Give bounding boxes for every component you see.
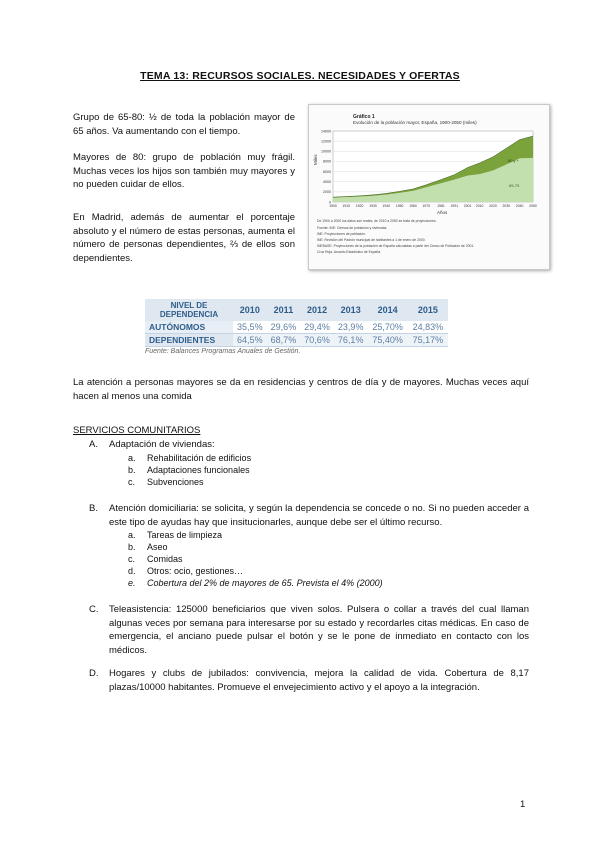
row-label: DEPENDIENTES	[145, 334, 233, 347]
row-label: AUTÓNOMOS	[145, 321, 233, 334]
table-cell: 29,6%	[267, 321, 301, 334]
table-cell: 25,70%	[368, 321, 408, 334]
table-cell: 29,4%	[300, 321, 334, 334]
table-header-year: 2011	[267, 299, 301, 321]
table-cell: 35,5%	[233, 321, 267, 334]
chart-note-4: INE: Revisión del Padrón municipal de habitantes a 1 de enero de 2000.	[317, 238, 426, 242]
dependency-table	[145, 299, 448, 347]
table-row-autonomos	[145, 321, 448, 334]
chart-y-tick-label: 0	[329, 200, 331, 205]
table-cell: 68,7%	[267, 334, 301, 347]
list-item-a	[73, 438, 529, 452]
dependency-table-box	[145, 299, 448, 355]
chart-x-tick-label: 2010	[475, 204, 484, 208]
chart-x-tick-label: 1970	[422, 204, 431, 208]
chart-y-tick-label: 14000	[321, 129, 331, 134]
chart-x-tick-label: 1991	[450, 204, 459, 208]
sub-item: c. Subvenciones	[128, 477, 204, 487]
chart-y-tick-label: 12000	[321, 139, 331, 144]
table-source: Fuente: Balances Programas Anuales de Gestión.	[145, 348, 301, 355]
chart-x-tick-label: 1900	[329, 204, 337, 208]
chart-x-tick-label: 2001	[463, 204, 472, 208]
sub-item: a. Tareas de limpieza	[128, 530, 223, 540]
table-header-year: 2013	[334, 299, 368, 321]
chart-y-tick-label: 4000	[323, 180, 331, 185]
table-cell: 23,9%	[334, 321, 368, 334]
list-item-b	[73, 502, 529, 529]
chart-x-tick-label: 1960	[409, 204, 417, 208]
chart-y-tick-label: 10000	[321, 149, 331, 154]
population-chart-figure	[308, 104, 550, 270]
chart-x-tick-label: 1940	[382, 204, 391, 208]
sub-item: c. Comidas	[128, 554, 183, 564]
chart-x-tick-label: 1950	[395, 204, 404, 208]
table-row-dependientes	[145, 334, 448, 347]
attention-paragraph: La atención a personas mayores se da en residencias y centros de día y de mayores. Muchas veces aquí hacen al menos una comida	[73, 377, 529, 402]
table-header-year: 2015	[408, 299, 448, 321]
table-header-nivel: NIVEL DE DEPENDENCIA	[145, 299, 233, 321]
list-marker: C.	[89, 604, 99, 615]
chart-x-tick-label: 2030	[502, 204, 511, 208]
list-item-text: Hogares y clubs de jubilados: convivencia, mejora la calidad de vida. Cobertura de 8,17 plazas/10000 habitantes. Promueve el envejecimiento activo y el apoyo a la integración.	[109, 668, 529, 693]
chart-x-tick-label: 1920	[355, 204, 364, 208]
table-header-year: 2010	[233, 299, 267, 321]
sub-item: e. Cobertura del 2% de mayores de 65. Prevista el 4% (2000)	[128, 578, 383, 588]
label-80-plus: 80 y +	[508, 158, 520, 163]
intro-paragraph-65-80: Grupo de 65-80: ½ de toda la población mayor de 65 años. Va aumentando con el tiempo.	[73, 112, 295, 137]
list-marker: B.	[89, 503, 98, 514]
chart-note-2: Fuente: INE: Censos de población y viviendas.	[317, 226, 388, 230]
chart-x-tick-label: 1910	[342, 204, 351, 208]
list-item-text: Teleasistencia: 125000 beneficiarios que viven solos. Pulsera o collar a través del cual llaman algunas veces por semana para interesarse por su estado y recordarles citas médicas. En caso de emergencia, el anciano puede pulsar el botón y se le pone de inmediato en contacto con los médicos.	[109, 604, 529, 656]
chart-heading: Gráfico 1	[353, 114, 375, 120]
chart-note-3: INE: Proyecciones de población.	[317, 232, 367, 236]
chart-subtitle: Evolución de la población mayor, España, 1900-2050 (miles)	[353, 120, 477, 125]
sub-item: d. Otros: ocio, gestiones…	[128, 566, 244, 576]
table-cell: 70,6%	[300, 334, 334, 347]
list-item-text: Atención domiciliaria: se solicita, y según la dependencia se concede o no. Si no pueden acceder a este tipo de ayudas hay que insitucionarles, aunque debe ser el último recurso.	[109, 503, 529, 528]
page-number: 1	[520, 799, 526, 810]
table-cell: 76,1%	[334, 334, 368, 347]
label-65-79: 65-79	[509, 183, 520, 188]
table-header-year: 2012	[300, 299, 334, 321]
chart-x-tick-label: 1930	[369, 204, 377, 208]
chart-x-tick-label: 2050	[529, 204, 537, 208]
table-cell: 24,83%	[408, 321, 448, 334]
list-item-c	[73, 603, 529, 657]
chart-x-tick-label: 2020	[489, 204, 497, 208]
population-chart	[309, 105, 549, 269]
document-title: TEMA 13: RECURSOS SOCIALES. NECESIDADES Y OFERTAS	[140, 70, 460, 82]
chart-note-6: Cruz Roja. Anuario Estadístico de España.	[317, 250, 382, 254]
section-title-servicios: SERVICIOS COMUNITARIOS	[73, 425, 201, 436]
sub-item: a. Rehabilitación de edificios	[128, 453, 252, 463]
table-cell: 75,40%	[368, 334, 408, 347]
intro-paragraph-madrid: En Madrid, además de aumentar el porcentaje absoluto y el número de estas personas, aumenta el número de personas dependientes, ⅔ de ellos son dependientes.	[73, 212, 295, 264]
list-marker: A.	[89, 439, 98, 450]
list-item-text: Adaptación de viviendas:	[109, 439, 215, 450]
chart-x-tick-label: 1981	[437, 204, 445, 208]
intro-paragraph-80-plus: Mayores de 80: grupo de población muy frágil. Muchas veces los hijos son también muy mayores y no pueden cuidar de ellos.	[73, 152, 295, 190]
chart-note-1: De 1900 a 2000 los datos son reales; de 2010 a 2050 se trata de proyecciones.	[317, 219, 437, 223]
chart-note-5: INEBASE: Proyecciones de la población de España calculadas a partir del Censo de Población de 2001.	[317, 244, 475, 248]
sub-item: b. Aseo	[128, 542, 168, 552]
table-cell: 75,17%	[408, 334, 448, 347]
list-marker: D.	[89, 668, 99, 679]
chart-y-tick-label: 8000	[323, 159, 331, 164]
chart-x-tick-label: 2040	[515, 204, 524, 208]
chart-x-label: Años	[437, 210, 448, 215]
chart-y-label: Miles	[313, 154, 318, 165]
sub-item: b. Adaptaciones funcionales	[128, 465, 250, 475]
table-header-year: 2014	[368, 299, 408, 321]
table-cell: 64,5%	[233, 334, 267, 347]
chart-y-tick-label: 6000	[323, 169, 331, 174]
list-item-d	[73, 667, 529, 694]
chart-y-tick-label: 2000	[323, 190, 331, 195]
